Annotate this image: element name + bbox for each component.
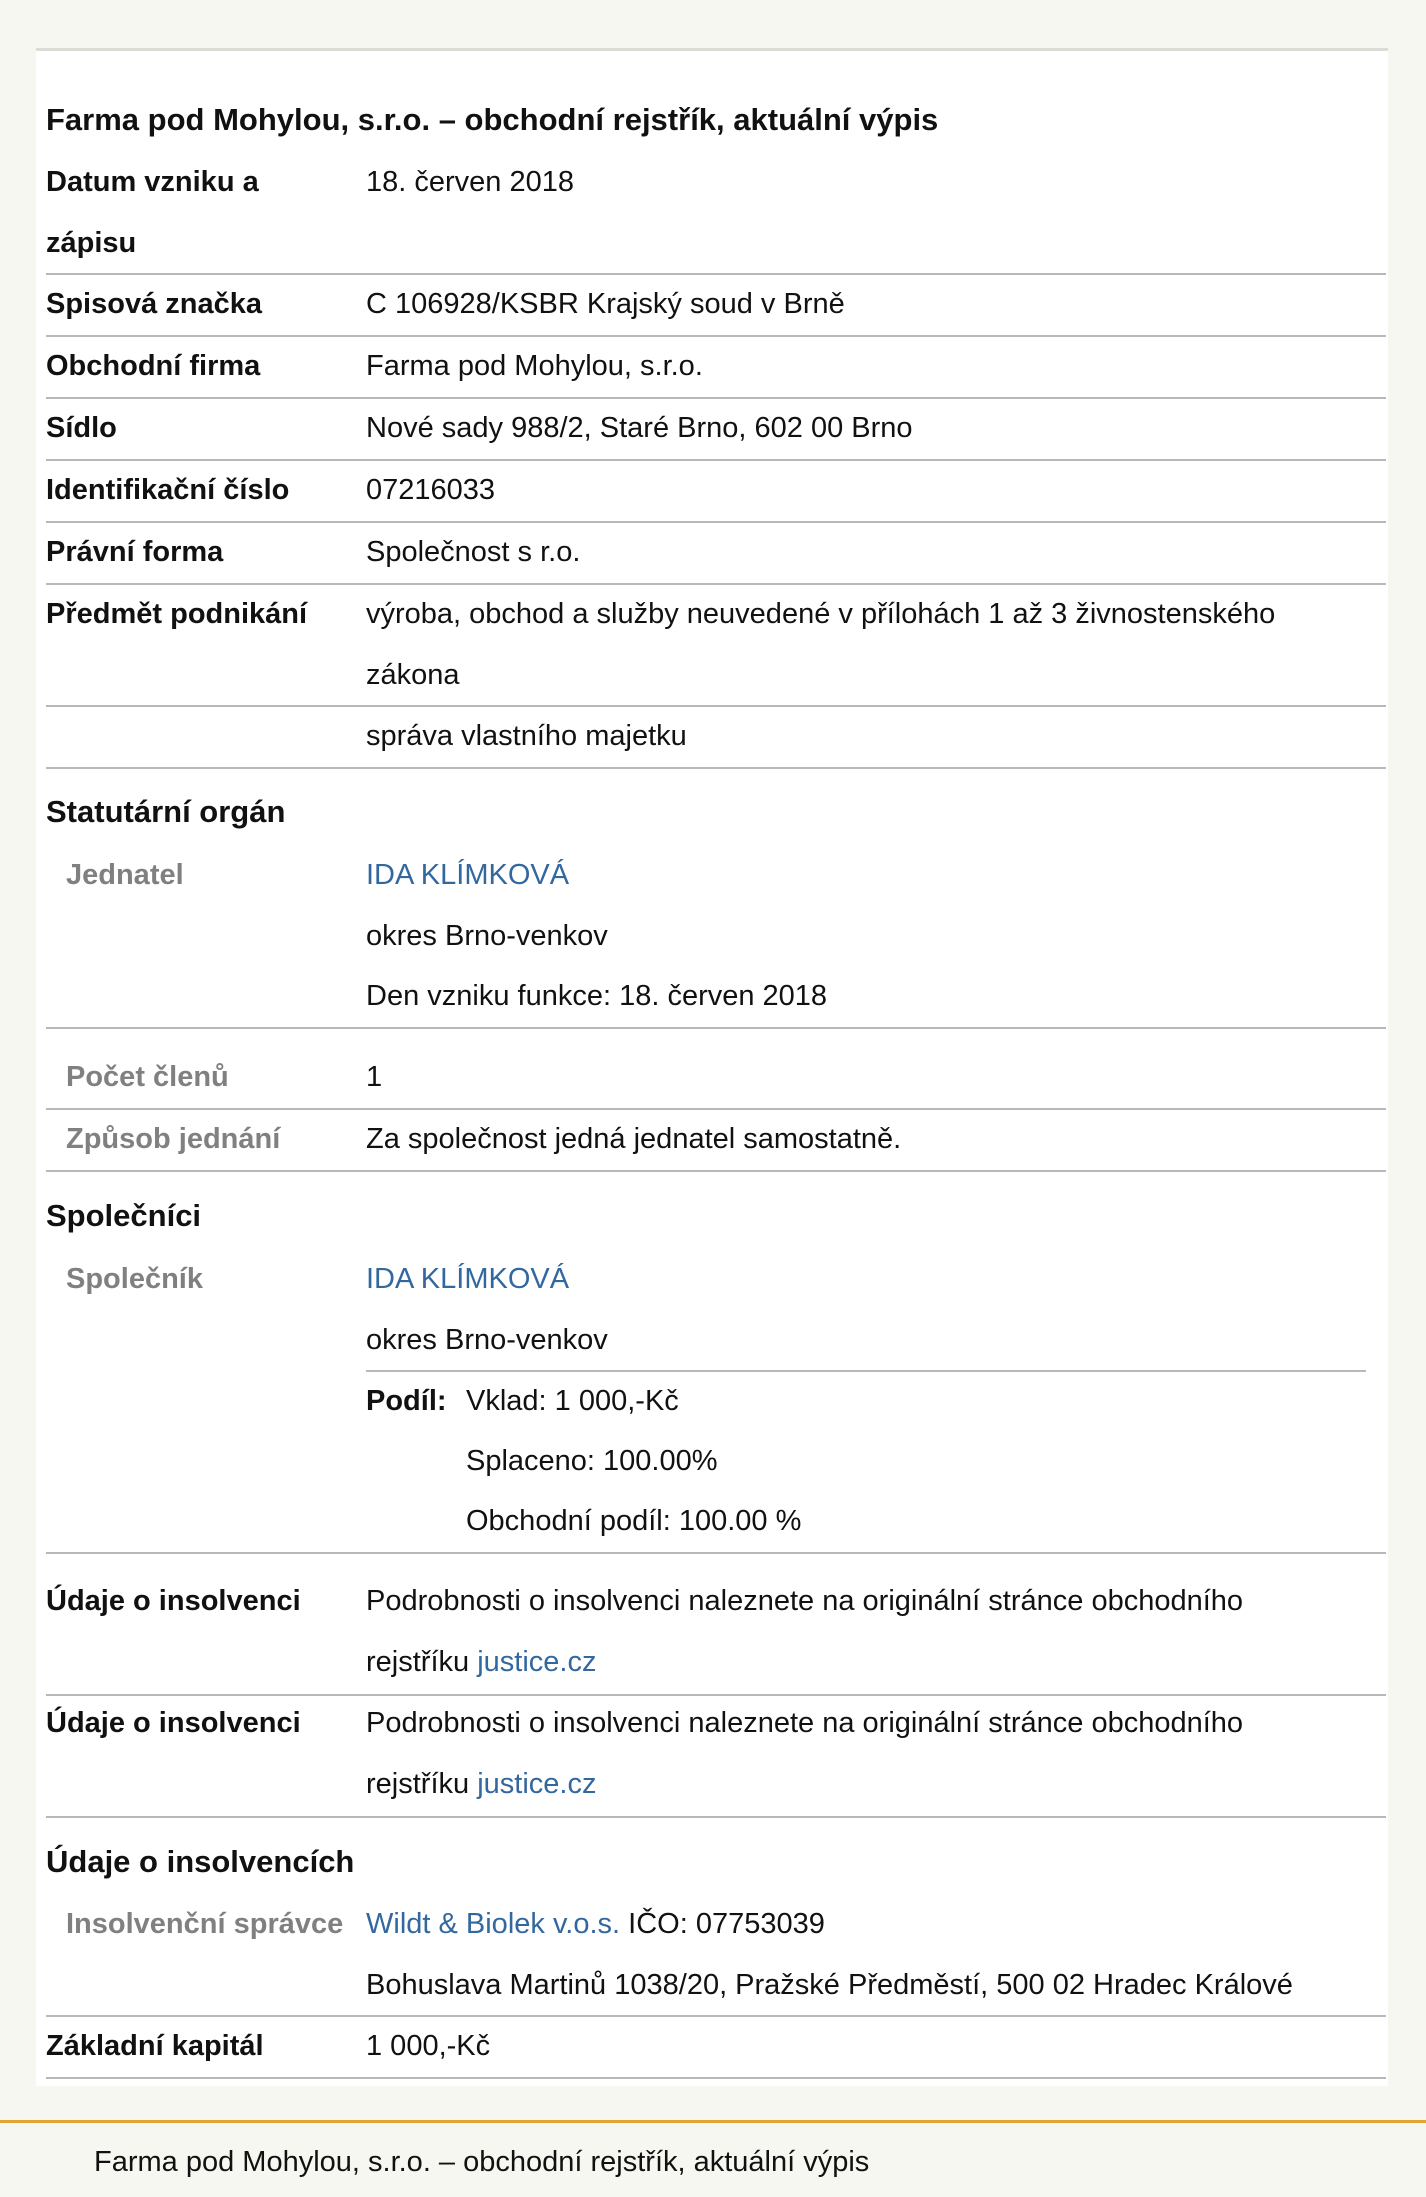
label-spisova-znacka: Spisová značka	[46, 288, 262, 320]
justice-link[interactable]: justice.cz	[477, 1646, 597, 1678]
label-obchodni-firma: Obchodní firma	[46, 350, 261, 382]
divider	[46, 521, 1386, 523]
divider	[46, 1027, 1386, 1029]
label-datum-vzniku-1: Datum vzniku a	[46, 166, 259, 198]
label-zpusob-jednani: Způsob jednání	[66, 1123, 281, 1155]
divider	[46, 705, 1386, 707]
page-title: Farma pod Mohylou, s.r.o. – obchodní rejstřík, aktuální výpis	[46, 102, 939, 137]
spravce-ico: IČO: 07753039	[628, 1908, 825, 1940]
value-predmet-1b: zákona	[366, 659, 460, 691]
section-spolecnici: Společníci	[46, 1198, 202, 1233]
divider	[46, 1816, 1386, 1818]
label-udaje-o-insolvenci: Údaje o insolvenci	[46, 1707, 301, 1739]
label-udaje-o-insolvenci: Údaje o insolvenci	[46, 1585, 301, 1617]
value-ico: 07216033	[366, 474, 496, 506]
value-vklad: Vklad: 1 000,-Kč	[466, 1385, 679, 1417]
value-predmet-2: správa vlastního majetku	[366, 720, 687, 752]
value-sidlo: Nové sady 988/2, Staré Brno, 602 00 Brno	[366, 412, 913, 444]
label-pravni-forma: Právní forma	[46, 536, 224, 568]
divider	[46, 1552, 1386, 1554]
label-sidlo: Sídlo	[46, 412, 117, 444]
spravce-address: Bohuslava Martinů 1038/20, Pražské Předměstí, 500 02 Hradec Králové	[366, 1969, 1293, 2001]
label-predmet-podnikani: Předmět podnikání	[46, 598, 308, 630]
footer	[0, 2120, 1426, 2197]
divider	[46, 1170, 1386, 1172]
jednatel-okres: okres Brno-venkov	[366, 920, 608, 952]
insolvence-text-line2: rejstříku justice.cz	[366, 1646, 597, 1678]
footer-title: Farma pod Mohylou, s.r.o. – obchodní rejstřík, aktuální výpis	[94, 2146, 870, 2178]
spravce-line	[366, 1894, 825, 1955]
value-pocet-clenu: 1	[366, 1061, 383, 1093]
label-jednatel: Jednatel	[66, 859, 184, 891]
jednatel-name-link[interactable]: IDA KLÍMKOVÁ	[366, 859, 570, 891]
value-zpusob-jednani: Za společnost jedná jednatel samostatně.	[366, 1123, 902, 1155]
section-statutarni-organ: Statutární orgán	[46, 794, 286, 829]
justice-link[interactable]: justice.cz	[477, 1768, 597, 1800]
value-spisova-znacka: C 106928/KSBR Krajský soud v Brně	[366, 288, 845, 320]
value-predmet-1: výroba, obchod a služby neuvedené v přílohách 1 až 3 živnostenského	[366, 598, 1276, 630]
label-zakladni-kapital: Základní kapitál	[46, 2030, 264, 2062]
insolvence-text-line2: rejstříku justice.cz	[366, 1768, 597, 1800]
divider	[46, 767, 1386, 769]
label-insolvencni-spravce: Insolvenční správce	[66, 1908, 344, 1940]
spolecnik-name-link[interactable]: IDA KLÍMKOVÁ	[366, 1263, 570, 1295]
insolvence-text: Podrobnosti o insolvenci naleznete na originální stránce obchodního	[366, 1707, 1244, 1739]
section-udaje-o-insolvencich: Údaje o insolvencích	[46, 1844, 355, 1879]
value-zakladni-kapital: 1 000,-Kč	[366, 2030, 491, 2062]
label-spolecnik: Společník	[66, 1263, 203, 1295]
divider	[46, 2077, 1386, 2079]
label-datum-vzniku-2: zápisu	[46, 227, 137, 259]
spravce-name-link[interactable]: Wildt & Biolek v.o.s.	[366, 1908, 621, 1940]
spolecnik-okres: okres Brno-venkov	[366, 1324, 608, 1356]
insolvence-text: Podrobnosti o insolvenci naleznete na originální stránce obchodního	[366, 1585, 1244, 1617]
jednatel-vznik-funkce: Den vzniku funkce: 18. červen 2018	[366, 980, 828, 1012]
value-splaceno: Splaceno: 100.00%	[466, 1445, 718, 1477]
label-podil: Podíl:	[366, 1385, 447, 1417]
value-pravni-forma: Společnost s r.o.	[366, 536, 581, 568]
label-ico: Identifikační číslo	[46, 474, 290, 506]
value-obchodni-podil: Obchodní podíl: 100.00 %	[466, 1505, 802, 1537]
label-pocet-clenu: Počet členů	[66, 1061, 229, 1093]
value-obchodni-firma: Farma pod Mohylou, s.r.o.	[366, 350, 703, 382]
value-datum-vzniku: 18. červen 2018	[366, 166, 574, 198]
